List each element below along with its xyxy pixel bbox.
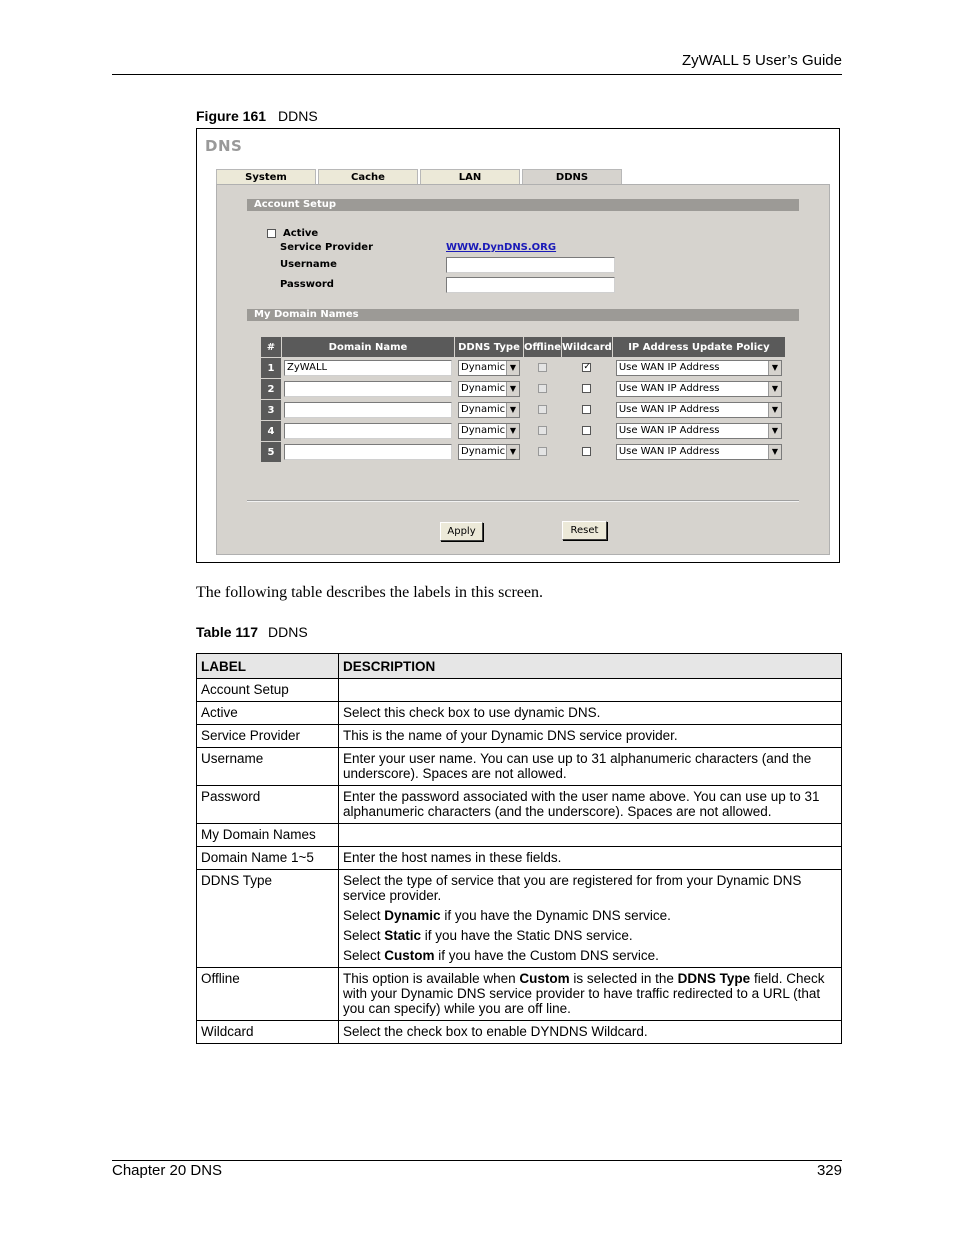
table-row: [197, 748, 842, 786]
row-label: Password: [197, 786, 339, 824]
apply-button[interactable]: Apply: [440, 522, 483, 541]
table-title: DDNS: [268, 624, 308, 640]
row-number: 5: [261, 442, 281, 462]
ddns-type-value: Dynamic: [461, 362, 506, 373]
wildcard-checkbox[interactable]: ✓: [583, 362, 591, 372]
table-row: [261, 421, 785, 441]
ip-policy-select[interactable]: [616, 381, 782, 397]
ddns-type-select[interactable]: [458, 423, 520, 439]
col-offline: Offline: [524, 337, 561, 357]
row-label: Offline: [197, 968, 339, 1021]
ip-policy-value: Use WAN IP Address: [618, 425, 720, 436]
my-domain-names-header: My Domain Names: [247, 309, 799, 321]
domain-name-input[interactable]: ZyWALL: [284, 360, 452, 376]
password-label: Password: [280, 279, 334, 290]
ip-policy-value: Use WAN IP Address: [618, 362, 720, 373]
row-number: 1: [261, 358, 281, 378]
description-paragraph: Enter the password associated with the user name above. You can use up to 31 alphanumeric characters (and the underscore). Spaces are not allowed.: [343, 789, 820, 819]
account-setup-header: Account Setup: [247, 199, 799, 211]
service-provider-link[interactable]: WWW.DynDNS.ORG: [446, 242, 557, 253]
figure-caption: [196, 108, 318, 124]
description-paragraph: Enter your user name. You can use up to 31 alphanumeric characters (and the underscore). Spaces are not allowed.: [343, 751, 812, 781]
ddns-type-select[interactable]: [458, 402, 520, 418]
ip-policy-value: Use WAN IP Address: [618, 446, 720, 457]
table-row: [197, 786, 842, 824]
description-paragraph: This is the name of your Dynamic DNS service provider.: [343, 728, 678, 743]
description-paragraph: Select Dynamic if you have the Dynamic DNS service.: [343, 908, 671, 923]
table-row: [197, 968, 842, 1021]
row-label: Wildcard: [197, 1021, 339, 1044]
domain-name-input[interactable]: [284, 381, 452, 397]
dropdown-arrow-icon: ▼: [506, 424, 519, 438]
table-row: [197, 702, 842, 725]
table-row: [197, 725, 842, 748]
table-row: [261, 358, 785, 378]
footer-rule: [112, 1160, 842, 1161]
row-number: 2: [261, 379, 281, 399]
wildcard-checkbox[interactable]: [582, 447, 591, 456]
ip-policy-select[interactable]: [616, 360, 782, 376]
tab-lan[interactable]: LAN: [420, 169, 520, 185]
ddns-type-select[interactable]: [458, 381, 520, 397]
table-row: [197, 1021, 842, 1044]
label-column-header: LABEL: [197, 654, 339, 679]
col-domain-name: Domain Name: [282, 337, 454, 357]
table-row: [197, 847, 842, 870]
dropdown-arrow-icon: ▼: [506, 361, 519, 375]
offline-checkbox[interactable]: [538, 384, 547, 393]
figure-title: DDNS: [278, 108, 318, 124]
active-checkbox[interactable]: [267, 229, 276, 238]
ip-policy-select[interactable]: [616, 444, 782, 460]
ddns-type-select[interactable]: [458, 360, 520, 376]
password-input[interactable]: [446, 277, 615, 293]
screen-title: DNS: [205, 137, 243, 155]
dropdown-arrow-icon: ▼: [768, 361, 781, 375]
ddns-type-value: Dynamic: [461, 425, 506, 436]
row-label: Username: [197, 748, 339, 786]
tab-ddns[interactable]: DDNS: [522, 169, 622, 185]
description-table: [196, 653, 842, 1044]
row-description: [339, 824, 842, 847]
col-ddns-type: DDNS Type: [455, 337, 523, 357]
row-description: [339, 968, 842, 1021]
dropdown-arrow-icon: ▼: [506, 445, 519, 459]
ddns-type-value: Dynamic: [461, 404, 506, 415]
ip-policy-select[interactable]: [616, 402, 782, 418]
page-number: 329: [816, 1162, 842, 1179]
dropdown-arrow-icon: ▼: [506, 382, 519, 396]
domain-table: [260, 336, 786, 463]
table-row: [261, 400, 785, 420]
row-label: My Domain Names: [197, 824, 339, 847]
row-label: Account Setup: [197, 679, 339, 702]
service-provider-label: Service Provider: [280, 242, 374, 253]
description-paragraph: Select Custom if you have the Custom DNS service.: [343, 948, 659, 963]
row-description: [339, 748, 842, 786]
intro-text: The following table describes the labels in this screen.: [196, 584, 544, 601]
active-label: Active: [283, 228, 319, 239]
row-description: [339, 786, 842, 824]
row-description: [339, 1021, 842, 1044]
row-label: Active: [197, 702, 339, 725]
wildcard-checkbox[interactable]: [582, 426, 591, 435]
dropdown-arrow-icon: ▼: [768, 424, 781, 438]
row-description: [339, 679, 842, 702]
row-description: [339, 847, 842, 870]
wildcard-checkbox[interactable]: [582, 405, 591, 414]
row-label: DDNS Type: [197, 870, 339, 968]
offline-checkbox[interactable]: [538, 405, 547, 414]
ip-policy-value: Use WAN IP Address: [618, 404, 720, 415]
description-paragraph: This option is available when Custom is selected in the DDNS Type field. Check with your Dynamic DNS service provider to have traffic redirected to a URL (that you can specify) while you are off line.: [343, 971, 825, 1016]
figure-number: Figure 161: [196, 108, 267, 124]
dropdown-arrow-icon: ▼: [506, 403, 519, 417]
ip-policy-value: Use WAN IP Address: [618, 383, 720, 394]
row-description: [339, 870, 842, 968]
domain-name-input[interactable]: [284, 402, 452, 418]
header-rule: [112, 74, 842, 75]
dropdown-arrow-icon: ▼: [768, 403, 781, 417]
col-number: #: [261, 337, 281, 357]
row-description: [339, 702, 842, 725]
table-row: [197, 870, 842, 968]
col-wildcard: Wildcard: [562, 337, 612, 357]
row-number: 4: [261, 421, 281, 441]
footer-chapter: Chapter 20 DNS: [112, 1162, 223, 1179]
offline-checkbox[interactable]: [538, 447, 547, 456]
row-label: Domain Name 1~5: [197, 847, 339, 870]
ddns-type-value: Dynamic: [461, 383, 506, 394]
row-number: 3: [261, 400, 281, 420]
table-row: [261, 442, 785, 462]
description-paragraph: Select the type of service that you are registered for from your Dynamic DNS service provider.: [343, 873, 802, 903]
username-input[interactable]: [446, 257, 615, 273]
offline-checkbox[interactable]: [538, 426, 547, 435]
description-paragraph: Select Static if you have the Static DNS service.: [343, 928, 633, 943]
ddns-type-value: Dynamic: [461, 446, 506, 457]
ip-policy-select[interactable]: [616, 423, 782, 439]
col-ip-policy: IP Address Update Policy: [613, 337, 785, 357]
table-row: [197, 824, 842, 847]
table-number: Table 117: [196, 624, 259, 640]
table-row: [261, 379, 785, 399]
dropdown-arrow-icon: ▼: [768, 382, 781, 396]
table-caption: [196, 624, 308, 640]
tab-cache[interactable]: Cache: [318, 169, 418, 185]
row-description: [339, 725, 842, 748]
description-paragraph: Enter the host names in these fields.: [343, 850, 562, 865]
button-separator: [247, 500, 799, 502]
table-row: [197, 679, 842, 702]
description-column-header: DESCRIPTION: [339, 654, 842, 679]
username-label: Username: [280, 259, 337, 270]
description-paragraph: Select this check box to use dynamic DNS.: [343, 705, 601, 720]
ddns-type-select[interactable]: [458, 444, 520, 460]
guide-title: ZyWALL 5 User’s Guide: [681, 52, 842, 69]
tab-system[interactable]: System: [216, 169, 316, 185]
domain-name-input[interactable]: [284, 423, 452, 439]
reset-button[interactable]: Reset: [562, 521, 607, 540]
dropdown-arrow-icon: ▼: [768, 445, 781, 459]
offline-checkbox[interactable]: [538, 363, 547, 372]
domain-name-input[interactable]: [284, 444, 452, 460]
row-label: Service Provider: [197, 725, 339, 748]
wildcard-checkbox[interactable]: [582, 384, 591, 393]
description-paragraph: Select the check box to enable DYNDNS Wildcard.: [343, 1024, 648, 1039]
